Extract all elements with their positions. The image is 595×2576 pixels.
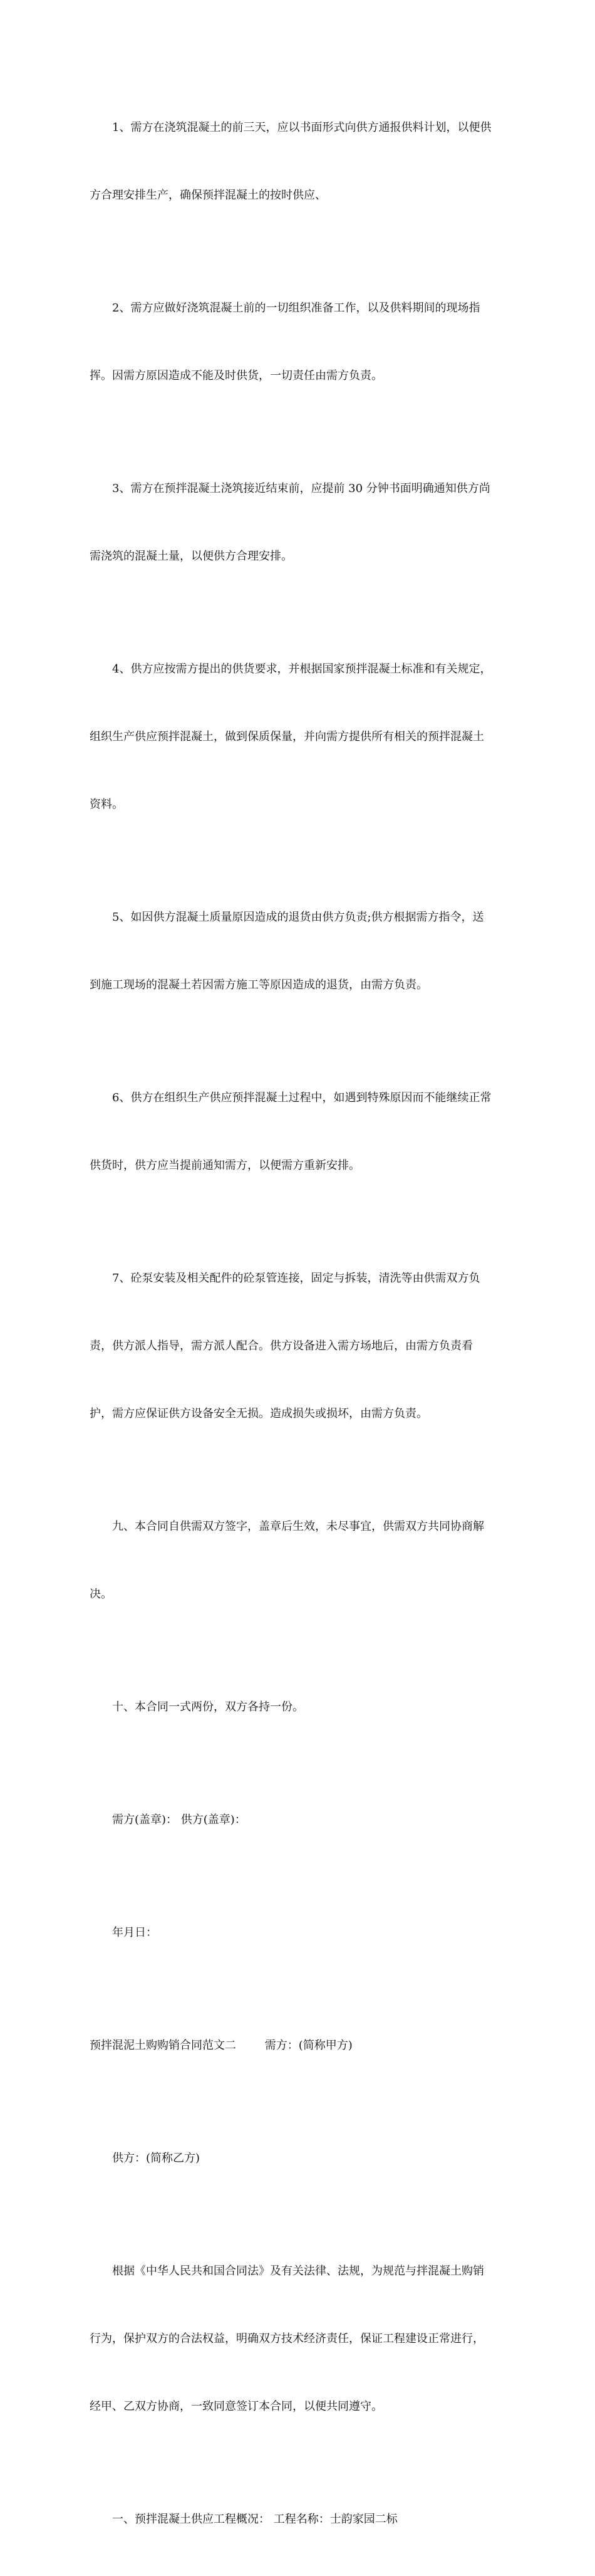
- text-line: 资料。: [90, 798, 123, 811]
- text-line: 到施工现场的混凝土若因需方施工等原因造成的退货，由需方负责。: [90, 978, 428, 992]
- text-line: 决。: [90, 1588, 112, 1601]
- text-line: 4、供方应按需方提出的供货要求，并根据国家预拌混凝土标准和有关规定，: [112, 662, 492, 676]
- text-line: 2、需方应做好浇筑混凝土前的一切组织准备工作，以及供料期间的现场指: [112, 301, 480, 315]
- text-line: 责，供方派人指导，需方派人配合。供方设备进入需方场地后，由需方负责看: [90, 1339, 473, 1353]
- text-line: 经甲、乙双方协商，一致同意签订本合同，以便共同遵守。: [90, 2400, 383, 2413]
- paragraph-clause-2: [90, 252, 510, 432]
- section-heading-sample-two: [90, 1989, 510, 2102]
- text-line: 3、需方在预拌混凝土浇筑接近结束前，应提前 30 分钟书面明确通知供方尚: [112, 482, 490, 495]
- paragraph-clause-5: [90, 861, 510, 1042]
- text-line: 护，需方应保证供方设备安全无损。造成损失或损坏，由需方负责。: [90, 1407, 428, 1420]
- text-line: 预拌混泥土购购销合同范文二 需方：(简称甲方): [90, 2039, 353, 2052]
- paragraph-clause-1: [90, 71, 510, 252]
- text-line: 需方(盖章)： 供方(盖章)：: [112, 1813, 246, 1826]
- text-line: 1、需方在浇筑混凝土的前三天，应以书面形式向供方通报供料计划，以便供: [112, 121, 492, 134]
- text-line: 九、本合同自供需双方签字，盖章后生效，未尽事宜，供需双方共同协商解: [112, 1520, 484, 1533]
- document-body: [90, 71, 510, 2576]
- paragraph-clause-4: [90, 613, 510, 861]
- paragraph-section-one: [90, 2463, 510, 2576]
- text-line: 方合理安排生产，确保预拌混凝土的按时供应、: [90, 189, 326, 202]
- text-line: 7、砼泵安装及相关配件的砼泵管连接，固定与拆装，清洗等由供需双方负: [112, 1272, 480, 1285]
- paragraph-clause-6: [90, 1042, 510, 1222]
- text-line: 6、供方在组织生产供应预拌混凝土过程中，如遇到特殊原因而不能继续正常: [112, 1091, 492, 1104]
- text-line: 供货时，供方应当提前通知需方，以便需方重新安排。: [90, 1159, 360, 1172]
- date-line: [90, 1877, 510, 1989]
- paragraph-clause-7: [90, 1222, 510, 1470]
- signature-line: [90, 1764, 510, 1877]
- text-line: 需浇筑的混凝土量，以便供方合理安排。: [90, 550, 292, 563]
- text-line: 年月日：: [112, 1926, 157, 1939]
- paragraph-clause-ten: [90, 1651, 510, 1764]
- text-line: 根据《中华人民共和国合同法》及有关法律、法规，为规范与拌混凝土购销: [112, 2264, 484, 2278]
- text-line: 一、预拌混凝土供应工程概况： 工程名称：士韵家园二标: [112, 2513, 398, 2526]
- text-line: 挥。因需方原因造成不能及时供货，一切责任由需方负责。: [90, 369, 383, 382]
- text-line: 行为，保护双方的合法权益，明确双方技术经济责任，保证工程建设正常进行，: [90, 2332, 484, 2345]
- paragraph-clause-nine: [90, 1470, 510, 1651]
- supplier-line: [90, 2102, 510, 2215]
- text-line: 组织生产供应预拌混凝土，做到保质保量，并向需方提供所有相关的预拌混凝土: [90, 730, 484, 743]
- paragraph-preamble: [90, 2215, 510, 2463]
- text-line: 供方：(简称乙方): [112, 2152, 200, 2165]
- text-line: 5、如因供方混凝土质量原因造成的退货由供方负责;供方根据需方指令，送: [112, 911, 484, 924]
- paragraph-clause-3: [90, 432, 510, 613]
- text-line: 十、本合同一式两份，双方各持一份。: [112, 1700, 304, 1714]
